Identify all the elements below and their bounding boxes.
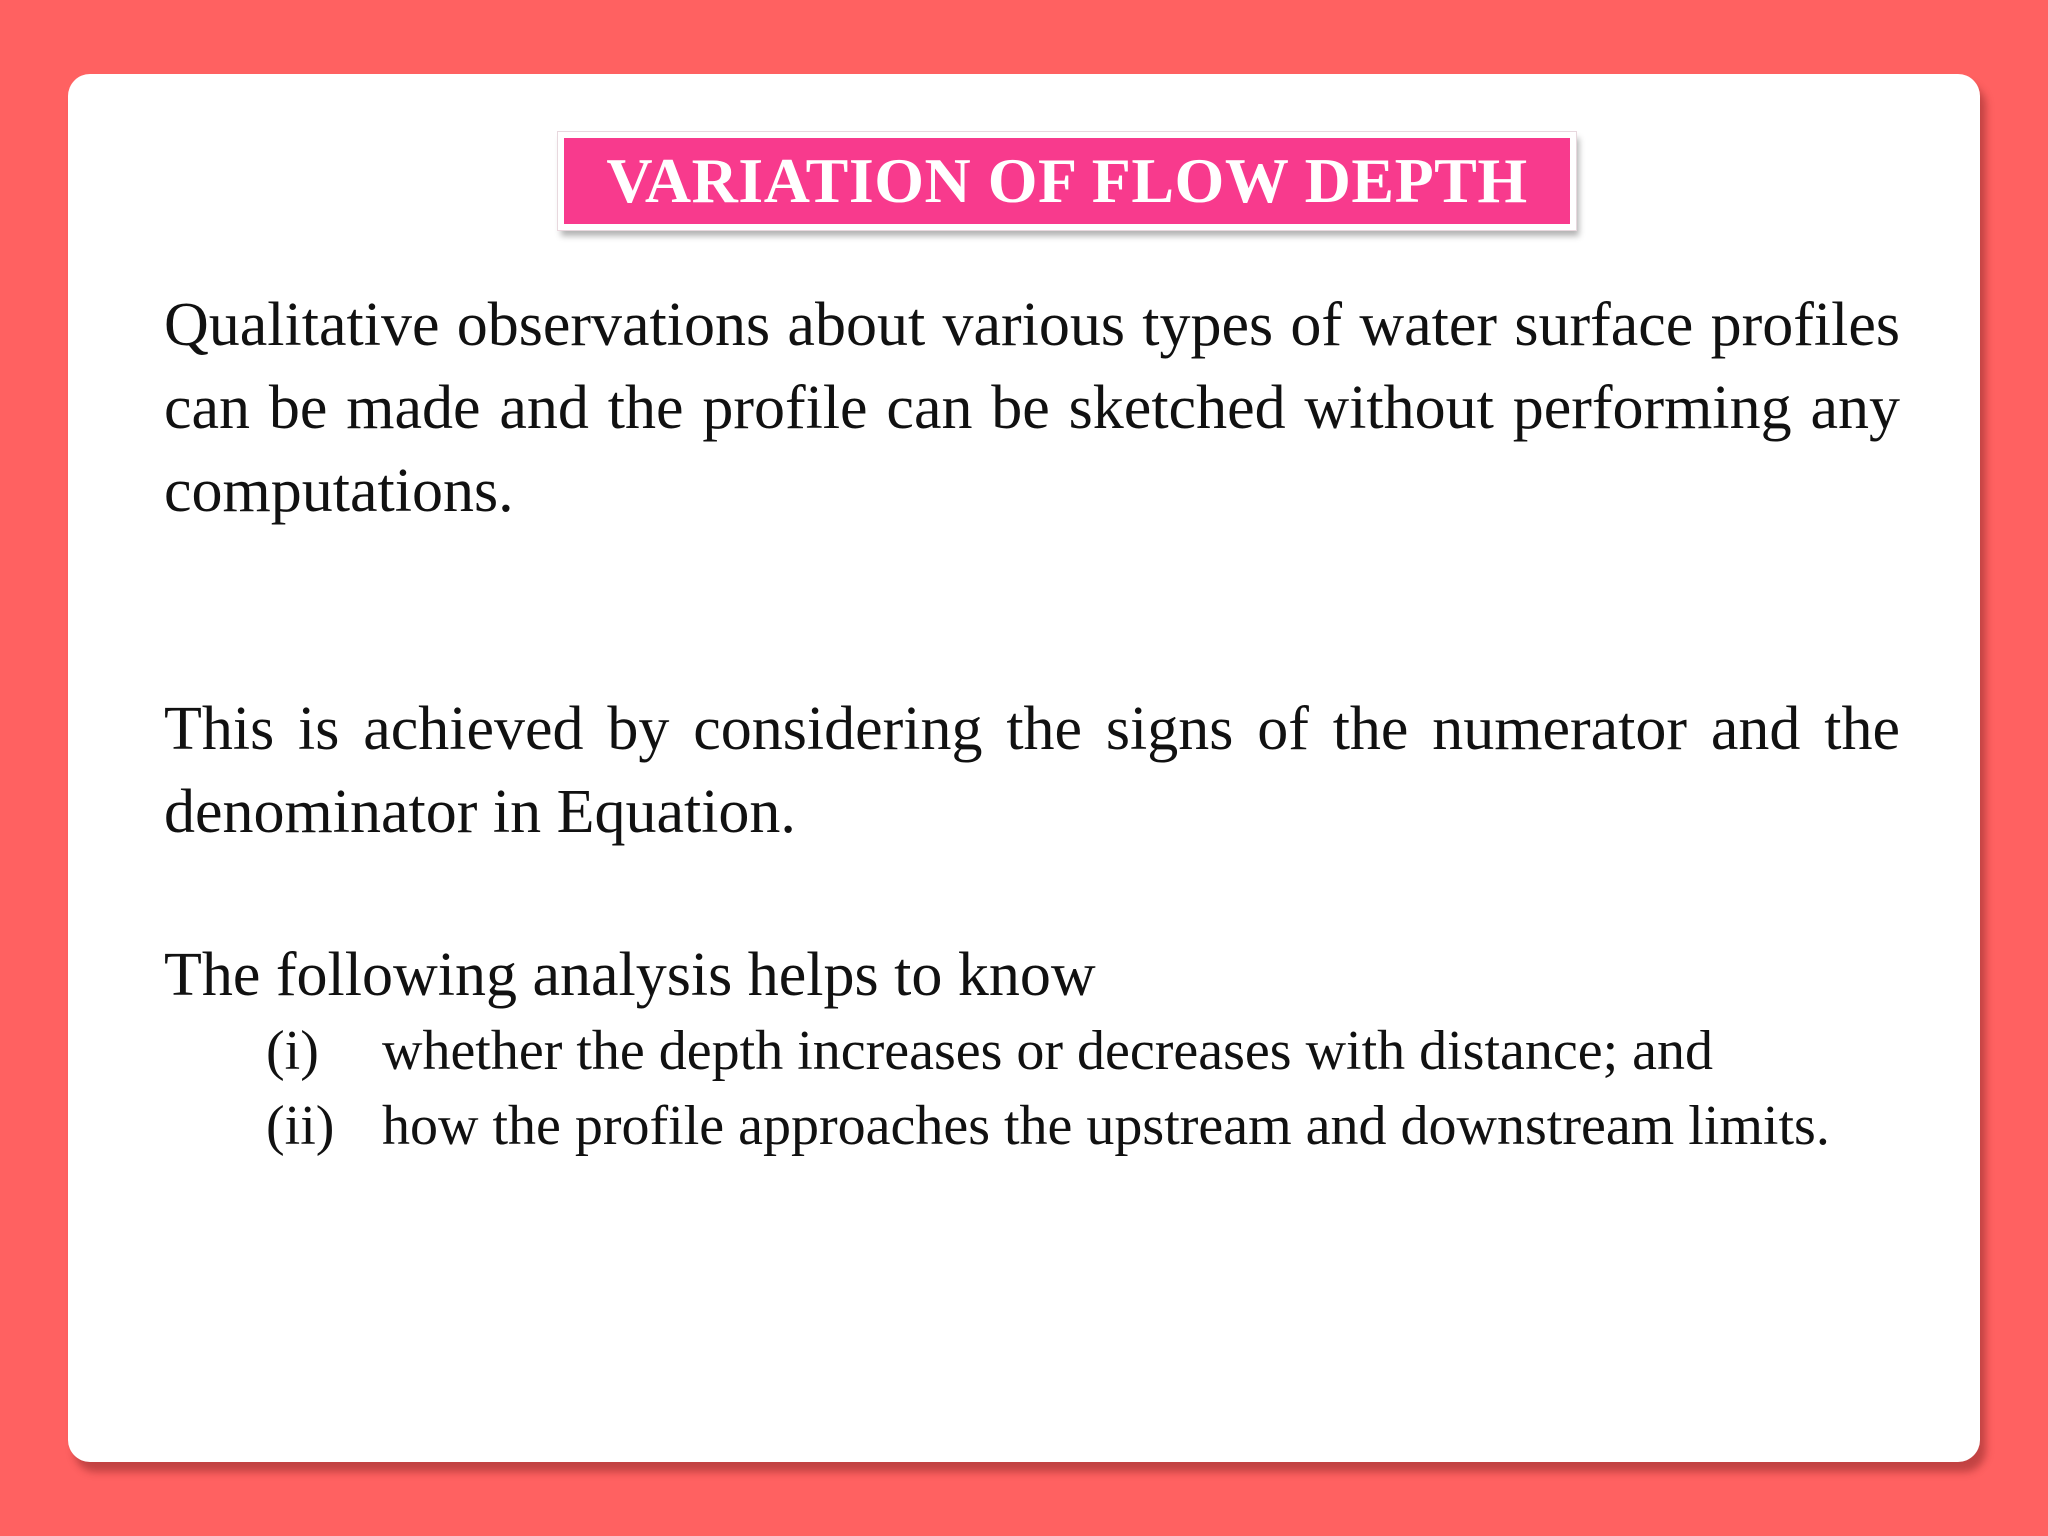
paragraph-signs-consideration: This is achieved by considering the signs of the numerator and the denominator in Equation. xyxy=(164,695,1900,846)
title-banner xyxy=(558,132,1576,230)
paragraph-qualitative-observations: Qualitative observations about various types of water surface profiles can be made and the profile can be sketched without performing any computations. xyxy=(164,291,1900,525)
analysis-list xyxy=(266,1014,1946,1164)
list-item-marker: (i) xyxy=(266,1020,319,1082)
list-item-text: how the profile approaches the upstream and downstream limits. xyxy=(382,1095,1830,1157)
paragraph-analysis-intro: The following analysis helps to know xyxy=(164,941,1096,1009)
list-item-marker: (ii) xyxy=(266,1095,335,1157)
list-item xyxy=(266,1089,1946,1164)
slide-card xyxy=(68,74,1980,1462)
slide-title: VARIATION OF FLOW DEPTH xyxy=(606,145,1528,216)
list-item xyxy=(266,1014,1946,1089)
list-item-text: whether the depth increases or decreases with distance; and xyxy=(382,1020,1714,1082)
